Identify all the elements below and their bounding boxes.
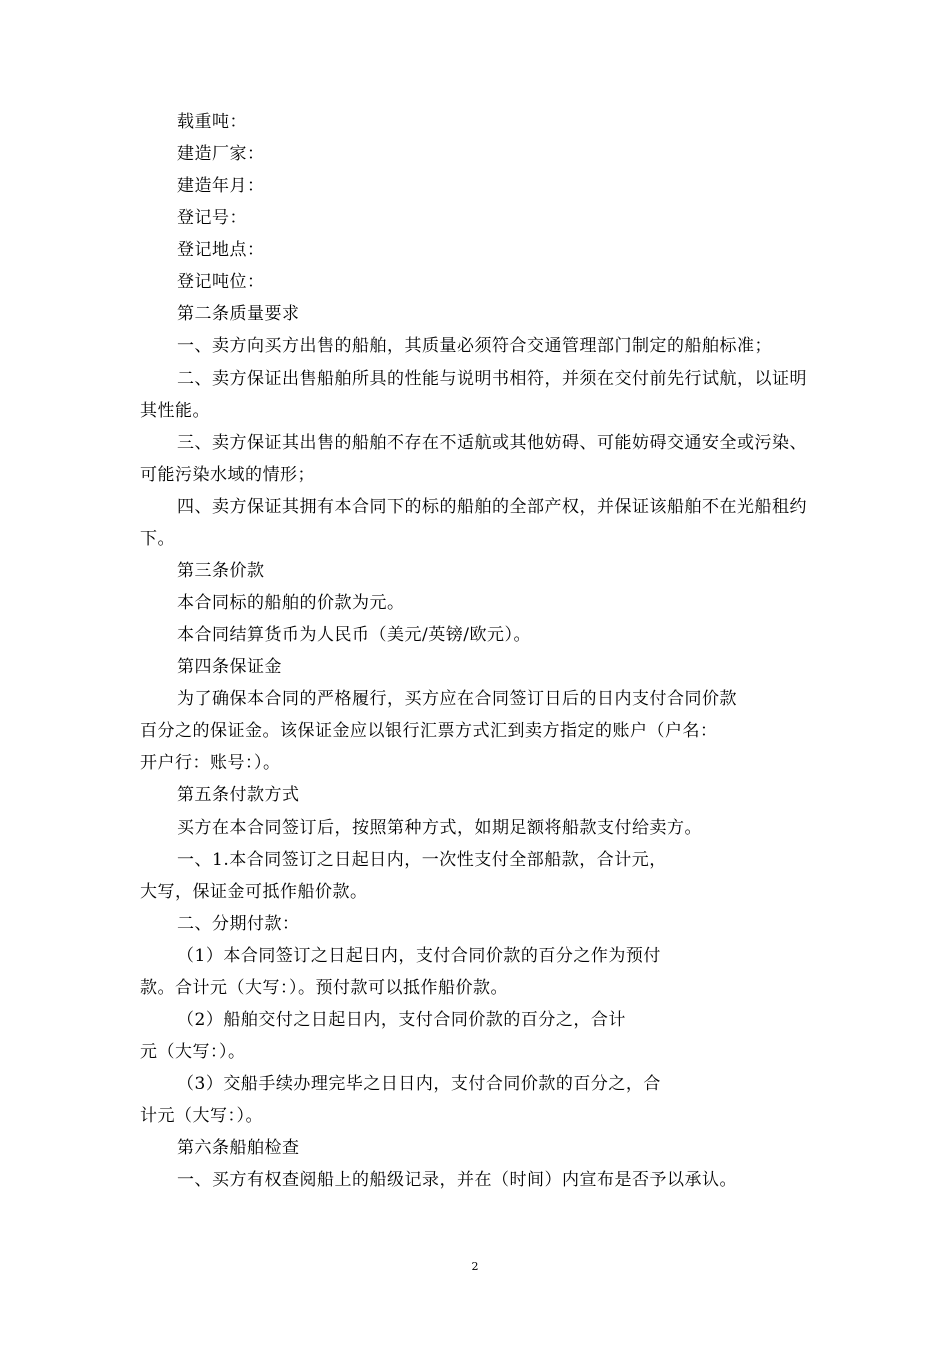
paragraph-line: （3）交船手续办理完毕之日日内，支付合同价款的百分之，合 bbox=[177, 1074, 661, 1094]
paragraph-line: 一、卖方向买方出售的船舶，其质量必须符合交通管理部门制定的船舶标准； bbox=[177, 336, 772, 356]
paragraph-line: 本合同结算货币为人民币（美元/英镑/欧元）。 bbox=[177, 625, 531, 645]
paragraph-line: 二、分期付款： bbox=[177, 914, 300, 934]
field-registration-place: 登记地点： bbox=[177, 240, 265, 260]
paragraph-line: 三、卖方保证其出售的船舶不存在不适航或其他妨碍、可能妨碍交通安全或污染、 bbox=[177, 433, 807, 453]
field-build-date: 建造年月： bbox=[177, 176, 265, 196]
paragraph-line: （2）船舶交付之日起日内，支付合同价款的百分之，合计 bbox=[177, 1010, 626, 1030]
paragraph-line: 开户行：账号：）。 bbox=[140, 753, 281, 773]
article-heading: 第四条保证金 bbox=[177, 657, 282, 677]
paragraph-line: 一、1.本合同签订之日起日内，一次性支付全部船款，合计元， bbox=[177, 850, 667, 870]
paragraph-line: 一、买方有权查阅船上的船级记录，并在（时间）内宣布是否予以承认。 bbox=[177, 1170, 737, 1190]
paragraph-line: 本合同标的船舶的价款为元。 bbox=[177, 593, 405, 613]
paragraph-line: 四、卖方保证其拥有本合同下的标的船舶的全部产权，并保证该船舶不在光船租约 bbox=[177, 497, 807, 517]
paragraph-line: 二、卖方保证出售船舶所具的性能与说明书相符，并须在交付前先行试航，以证明 bbox=[177, 369, 807, 389]
paragraph-line: 大写，保证金可抵作船价款。 bbox=[140, 882, 368, 902]
article-heading: 第五条付款方式 bbox=[177, 785, 300, 805]
page-number: 2 bbox=[471, 1260, 479, 1273]
paragraph-line: 可能污染水域的情形； bbox=[140, 465, 315, 485]
paragraph-line: 其性能。 bbox=[140, 401, 210, 421]
paragraph-line: 元（大写：）。 bbox=[140, 1042, 246, 1062]
paragraph-line: （1）本合同签订之日起日内，支付合同价款的百分之作为预付 bbox=[177, 946, 661, 966]
paragraph-line: 为了确保本合同的严格履行，买方应在合同签订日后的日内支付合同价款 bbox=[177, 689, 737, 709]
paragraph-line: 买方在本合同签订后，按照第种方式，如期足额将船款支付给卖方。 bbox=[177, 818, 702, 838]
article-heading: 第三条价款 bbox=[177, 561, 265, 581]
field-builder: 建造厂家： bbox=[177, 144, 265, 164]
paragraph-line: 下。 bbox=[140, 529, 175, 549]
paragraph-line: 计元（大写：）。 bbox=[140, 1106, 263, 1126]
field-registration-number: 登记号： bbox=[177, 208, 247, 228]
field-deadweight: 载重吨： bbox=[177, 112, 247, 132]
article-heading: 第六条船舶检查 bbox=[177, 1138, 300, 1158]
field-registered-tonnage: 登记吨位： bbox=[177, 272, 265, 292]
paragraph-line: 百分之的保证金。该保证金应以银行汇票方式汇到卖方指定的账户（户名： bbox=[140, 721, 718, 741]
paragraph-line: 款。合计元（大写：）。预付款可以抵作船价款。 bbox=[140, 978, 508, 998]
article-heading: 第二条质量要求 bbox=[177, 304, 300, 324]
